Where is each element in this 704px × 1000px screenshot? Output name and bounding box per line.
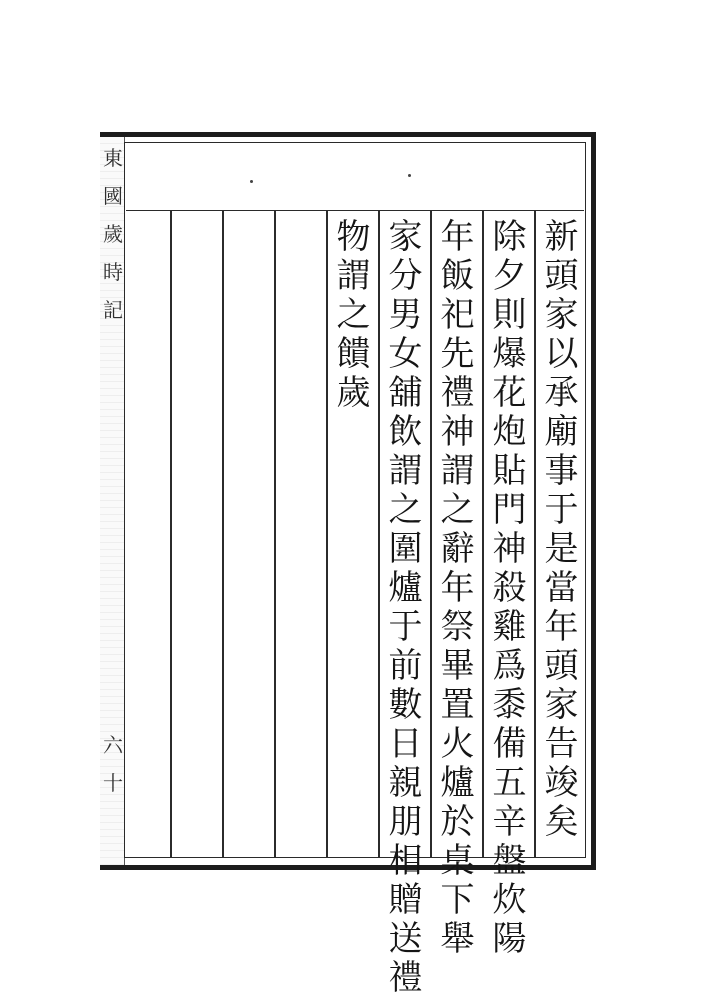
column-rule <box>326 211 328 857</box>
header-band <box>126 143 584 211</box>
ink-speck <box>408 174 411 177</box>
column-rule <box>430 211 432 857</box>
text-column-1: 新頭家以承廟事于是當年頭家告竣矣 <box>538 218 578 842</box>
margin-page-char: 六 <box>103 733 123 757</box>
margin-page-char: 十 <box>103 771 123 795</box>
text-column-2: 除夕則爆花炮貼門神殺雞爲黍備五辛盤炊陽 <box>486 218 526 959</box>
margin-title-char: 東 <box>103 146 123 170</box>
column-rule <box>222 211 224 857</box>
text-column-4: 家分男女舖飲謂之圍爐于前數日親朋相贈送禮 <box>382 218 422 998</box>
column-rule <box>170 211 172 857</box>
margin-title-char: 記 <box>103 298 123 322</box>
column-rule <box>534 211 536 857</box>
margin-title-char: 國 <box>103 184 123 208</box>
ink-speck <box>250 180 253 183</box>
margin-title-char: 歲 <box>103 222 123 246</box>
column-rule <box>378 211 380 857</box>
text-column-3: 年飯祀先禮神謂之辭年祭畢置火爐於桌下舉 <box>434 218 474 959</box>
column-rule <box>482 211 484 857</box>
margin-title-char: 時 <box>103 260 123 284</box>
column-rule <box>274 211 276 857</box>
text-column-5: 物謂之饋歲 <box>330 218 370 413</box>
